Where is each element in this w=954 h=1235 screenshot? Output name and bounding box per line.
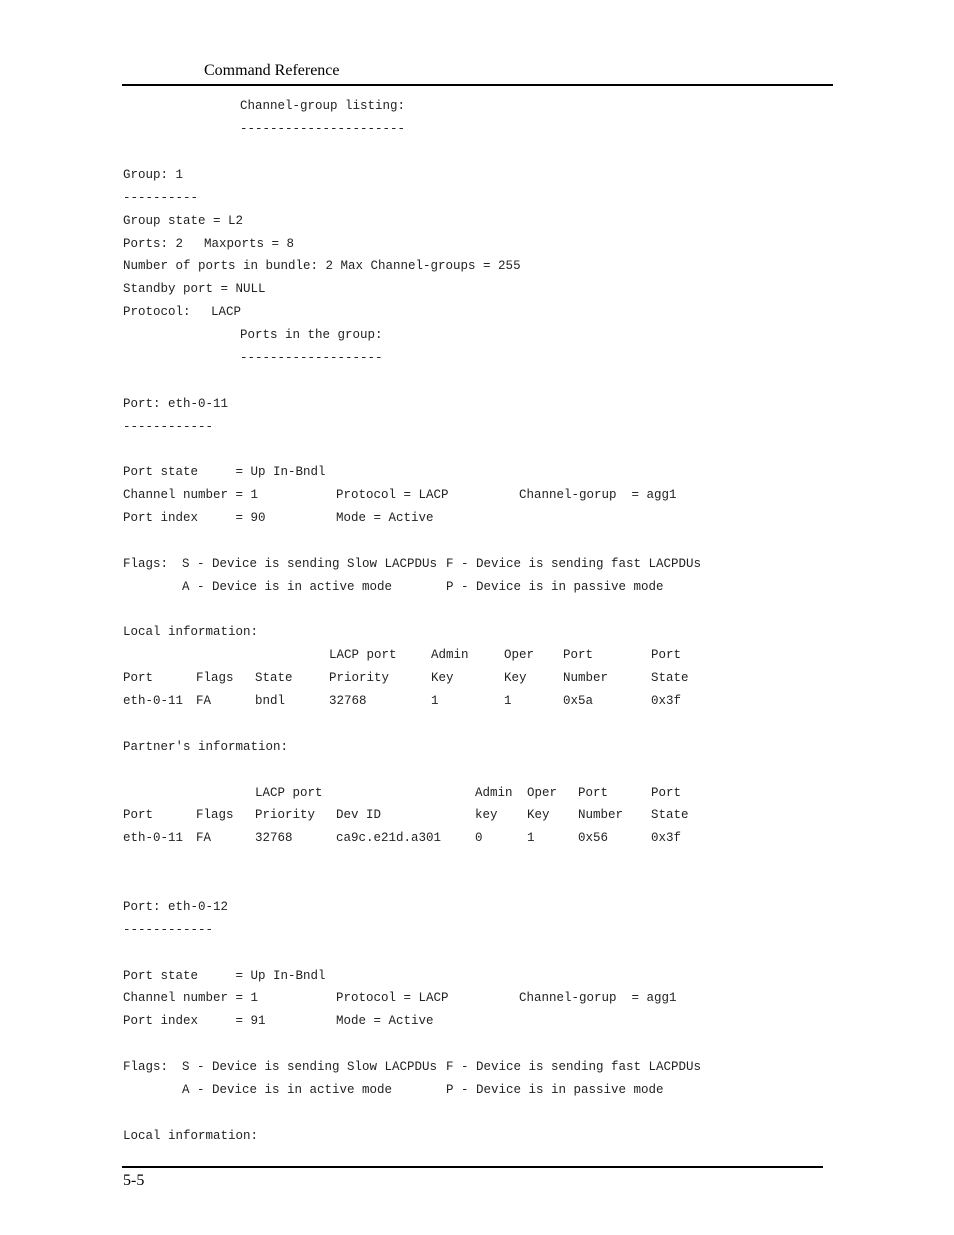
channel-number: Channel number = 1 <box>123 991 259 1005</box>
table-header: Port <box>651 648 682 662</box>
port-mode: Mode = Active <box>336 1014 434 1028</box>
table-cell: eth-0-11 <box>123 831 184 845</box>
header-divider <box>122 84 833 86</box>
flag-f: F - Device is sending fast LACPDUs <box>446 557 702 571</box>
standby-line: Standby port = NULL <box>123 282 266 296</box>
table-header: Dev ID <box>336 808 382 822</box>
flag-f: F - Device is sending fast LACPDUs <box>446 1060 702 1074</box>
page-number: 5-5 <box>123 1172 145 1189</box>
group-state: Group state = L2 <box>123 214 244 228</box>
port-state: Port state = Up In-Bndl <box>123 969 326 983</box>
port-line: Port: eth-0-11 <box>123 397 229 411</box>
flag-s: S - Device is sending Slow LACPDUs <box>182 557 438 571</box>
table-header: LACP port <box>329 648 397 662</box>
table-cell: 32768 <box>329 694 367 708</box>
table-cell: FA <box>196 694 212 708</box>
group-line: Group: 1 <box>123 168 184 182</box>
table-header: State <box>651 671 689 685</box>
port-rule: ------------ <box>123 420 214 434</box>
port-state: Port state = Up In-Bndl <box>123 465 326 479</box>
table-cell: 0x56 <box>578 831 609 845</box>
footer-divider <box>122 1166 823 1168</box>
table-header: Number <box>563 671 609 685</box>
flags-label: Flags: <box>123 1060 169 1074</box>
port-line: Port: eth-0-12 <box>123 900 229 914</box>
table-cell: 1 <box>527 831 535 845</box>
ports-count: Ports: 2 <box>123 237 184 251</box>
listing-title: Channel-group listing: <box>240 99 406 113</box>
table-header: Key <box>431 671 454 685</box>
table-cell: eth-0-11 <box>123 694 184 708</box>
table-header: Port <box>651 786 682 800</box>
local-info-label: Local information: <box>123 625 259 639</box>
listing-rule: ---------------------- <box>240 122 406 136</box>
table-header: State <box>651 808 689 822</box>
flag-p: P - Device is in passive mode <box>446 1083 664 1097</box>
protocol-value: LACP <box>211 305 242 319</box>
ports-in-group-rule: ------------------- <box>240 351 383 365</box>
port-index: Port index = 91 <box>123 1014 266 1028</box>
bundle-line: Number of ports in bundle: 2 Max Channel-groups = 255 <box>123 259 521 273</box>
flag-a: A - Device is in active mode <box>182 580 393 594</box>
table-header: Oper <box>527 786 558 800</box>
port-mode: Mode = Active <box>336 511 434 525</box>
group-rule: ---------- <box>123 191 199 205</box>
table-header: Key <box>504 671 527 685</box>
channel-group: Channel-gorup = agg1 <box>519 991 677 1005</box>
table-cell: 32768 <box>255 831 293 845</box>
header-title: Command Reference <box>204 62 340 79</box>
ports-in-group: Ports in the group: <box>240 328 383 342</box>
table-header: Oper <box>504 648 535 662</box>
table-header: Port <box>563 648 594 662</box>
table-cell: ca9c.e21d.a301 <box>336 831 442 845</box>
table-cell: 0 <box>475 831 483 845</box>
table-cell: 0x3f <box>651 831 682 845</box>
flags-label: Flags: <box>123 557 169 571</box>
table-cell: 0x5a <box>563 694 594 708</box>
table-header: key <box>475 808 498 822</box>
flag-a: A - Device is in active mode <box>182 1083 393 1097</box>
max-ports: Maxports = 8 <box>204 237 295 251</box>
table-header: Admin <box>475 786 513 800</box>
table-header: Flags <box>196 671 234 685</box>
flag-s: S - Device is sending Slow LACPDUs <box>182 1060 438 1074</box>
table-header: Port <box>578 786 609 800</box>
table-cell: 0x3f <box>651 694 682 708</box>
local-info-label: Local information: <box>123 1129 259 1143</box>
table-header: Priority <box>329 671 390 685</box>
table-header: Key <box>527 808 550 822</box>
table-header: Flags <box>196 808 234 822</box>
channel-group: Channel-gorup = agg1 <box>519 488 677 502</box>
partner-info-label: Partner's information: <box>123 740 289 754</box>
table-cell: FA <box>196 831 212 845</box>
table-header: Port <box>123 808 154 822</box>
flag-p: P - Device is in passive mode <box>446 580 664 594</box>
table-header: Priority <box>255 808 316 822</box>
table-cell: 1 <box>504 694 512 708</box>
protocol: Protocol = LACP <box>336 991 449 1005</box>
table-header: State <box>255 671 293 685</box>
channel-number: Channel number = 1 <box>123 488 259 502</box>
table-header: Admin <box>431 648 469 662</box>
protocol: Protocol = LACP <box>336 488 449 502</box>
table-cell: 1 <box>431 694 439 708</box>
protocol-label: Protocol: <box>123 305 191 319</box>
table-header: LACP port <box>255 786 323 800</box>
table-header: Port <box>123 671 154 685</box>
port-rule: ------------ <box>123 923 214 937</box>
table-header: Number <box>578 808 624 822</box>
port-index: Port index = 90 <box>123 511 266 525</box>
table-cell: bndl <box>255 694 286 708</box>
